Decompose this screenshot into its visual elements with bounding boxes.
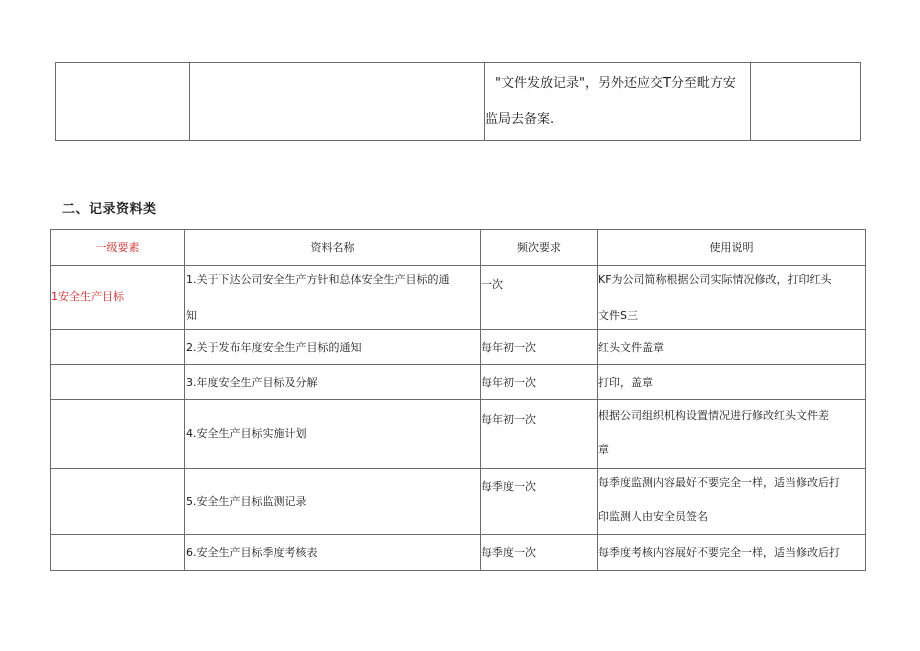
- row-frequency-cell: [481, 266, 598, 330]
- row-usage-cell: [598, 535, 866, 571]
- header-frequency: 频次要求: [481, 230, 598, 266]
- section-heading: 二、记录资料类: [62, 202, 157, 217]
- row-name-line-1: 5.安全生产目标监测记录: [186, 495, 307, 508]
- row-name-cell: [185, 535, 481, 571]
- table-row: [51, 266, 866, 330]
- row-frequency: 每季度一次: [481, 546, 536, 559]
- top-table-cell-4: [751, 63, 861, 141]
- row-usage-line-2: 印监测人由安全员签名: [598, 510, 708, 523]
- table-header-row: [51, 230, 866, 266]
- row-name-cell: [185, 469, 481, 535]
- top-text-line-2: 监局去备案.: [485, 112, 555, 127]
- row-usage-line-1: KF为公司简称根据公司实际情况修改，打印红头: [598, 273, 832, 286]
- row-element-cell: [51, 535, 185, 571]
- row-frequency-cell: [481, 330, 598, 365]
- table-row: [51, 469, 866, 535]
- row-frequency: 一次: [481, 278, 503, 291]
- row-usage-line-1: 每季度考核内容展好不要完全一样，适当修改后打: [598, 546, 840, 559]
- top-table-cell-3: [485, 63, 751, 141]
- table-row: [51, 535, 866, 571]
- header-name: 资料名称: [185, 230, 481, 266]
- row-name-line-1: 1.关于下达公司安全生产方针和总体安全生产目标的通: [186, 273, 450, 286]
- row-name-cell: [185, 365, 481, 400]
- top-table-text: [485, 63, 750, 138]
- table-row: [51, 330, 866, 365]
- row-frequency-cell: [481, 400, 598, 469]
- row-usage-cell: [598, 365, 866, 400]
- top-table-cell-1: [56, 63, 190, 141]
- row-usage-cell: [598, 266, 866, 330]
- header-usage: 使用说明: [598, 230, 866, 266]
- row-usage-line-1: 根据公司组织机构设置情况进行修改红头文件差: [598, 409, 829, 422]
- row-name-line-1: 3.年度安全生产目标及分解: [186, 375, 318, 389]
- row-name-line-1: 4.安全生产目标实施计划: [186, 427, 307, 440]
- row-name-cell: [185, 400, 481, 469]
- row-frequency: 每年初一次: [481, 340, 536, 354]
- top-table-row: [56, 63, 861, 141]
- top-table-cell-2: [190, 63, 485, 141]
- row-frequency: 每季度一次: [481, 480, 536, 493]
- row-frequency: 每年初一次: [481, 413, 536, 426]
- header-element: 一级要素: [51, 230, 185, 266]
- row-element-cell: [51, 330, 185, 365]
- top-table: [55, 62, 861, 141]
- table-row: [51, 365, 866, 400]
- row-name-cell: [185, 330, 481, 365]
- row-element-cell: [51, 365, 185, 400]
- row-frequency: 每年初一次: [481, 375, 536, 389]
- row-usage-line-2: 文件S三: [598, 309, 638, 322]
- row-name-line-1: 6.安全生产目标季度考核表: [186, 546, 318, 559]
- top-text-line-1: "文件发放记录"，另外还应交T分至毗方安: [495, 76, 736, 91]
- row-name-cell: [185, 266, 481, 330]
- row-usage-line-2: 章: [598, 443, 609, 456]
- row-name-line-1: 2.关于发布年度安全生产目标的通知: [186, 340, 362, 354]
- row-frequency-cell: [481, 365, 598, 400]
- row-usage-cell: [598, 330, 866, 365]
- row-usage-line-1: 每季度监测内容最好不要完全一样，适当修改后打: [598, 476, 840, 489]
- row-usage-cell: [598, 400, 866, 469]
- row-element-cell: [51, 400, 185, 469]
- row-element: 1安全生产目标: [51, 290, 124, 303]
- row-element-cell: [51, 469, 185, 535]
- row-usage-line-1: 打印，盖章: [598, 375, 653, 389]
- records-table: [50, 229, 866, 571]
- row-element-cell: [51, 266, 185, 330]
- row-frequency-cell: [481, 469, 598, 535]
- row-usage-line-1: 红头文件盖章: [598, 340, 664, 354]
- table-row: [51, 400, 866, 469]
- row-usage-cell: [598, 469, 866, 535]
- row-name-line-2: 知: [186, 309, 197, 322]
- row-frequency-cell: [481, 535, 598, 571]
